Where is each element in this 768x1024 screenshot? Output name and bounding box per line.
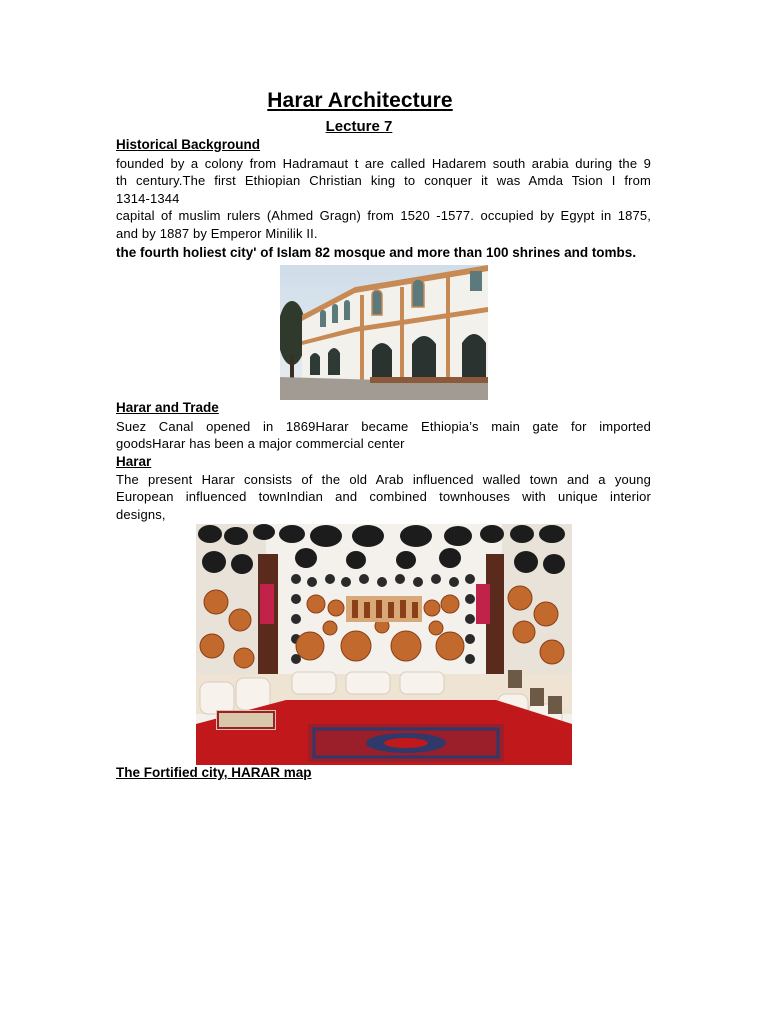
holiest-city-statement: the fourth holiest city' of Islam 82 mosque and more than 100 shrines and tombs. [116,245,637,260]
paragraph-line: The present Harar consists of the old Arab influenced walled town and a young [116,472,651,487]
lecture-number: Lecture 7 [325,118,393,135]
paragraph-line: capital of muslim rulers (Ahmed Gragn) from 1520 -1577. occupied by Egypt in 1875, [116,208,651,224]
paragraph-line: 1314-1344 [116,190,180,206]
harar-paragraph [116,471,651,523]
paragraph-line: European influenced townIndian and combined townhouses with unique interior [116,489,651,505]
paragraph-line: designs, [116,506,166,522]
historical-background-heading: Historical Background [116,137,261,152]
paragraph-line: th century.The first Ethiopian Christian king to conquer it was Amda Tsion I from [116,173,651,189]
paragraph-line: founded by a colony from Hadramaut t are called Hadarem south arabia during the 9 [116,156,651,171]
harar-heading: Harar [116,454,152,469]
historical-background-paragraph [116,155,651,242]
harar-and-trade-heading: Harar and Trade [116,400,219,415]
paragraph-line: and by 1887 by Emperor Minilik II. [116,225,318,241]
paragraph-line: Suez Canal opened in 1869Harar became Ethiopia’s main gate for imported [116,419,651,434]
paragraph-line: goodsHarar has been a major commercial center [116,436,405,452]
mosque-photo [280,265,488,400]
harar-and-trade-paragraph [116,418,651,453]
harari-house-interior-photo [196,524,572,765]
fortified-city-heading: The Fortified city, HARAR map [116,765,312,780]
page-title: Harar Architecture [267,89,453,112]
